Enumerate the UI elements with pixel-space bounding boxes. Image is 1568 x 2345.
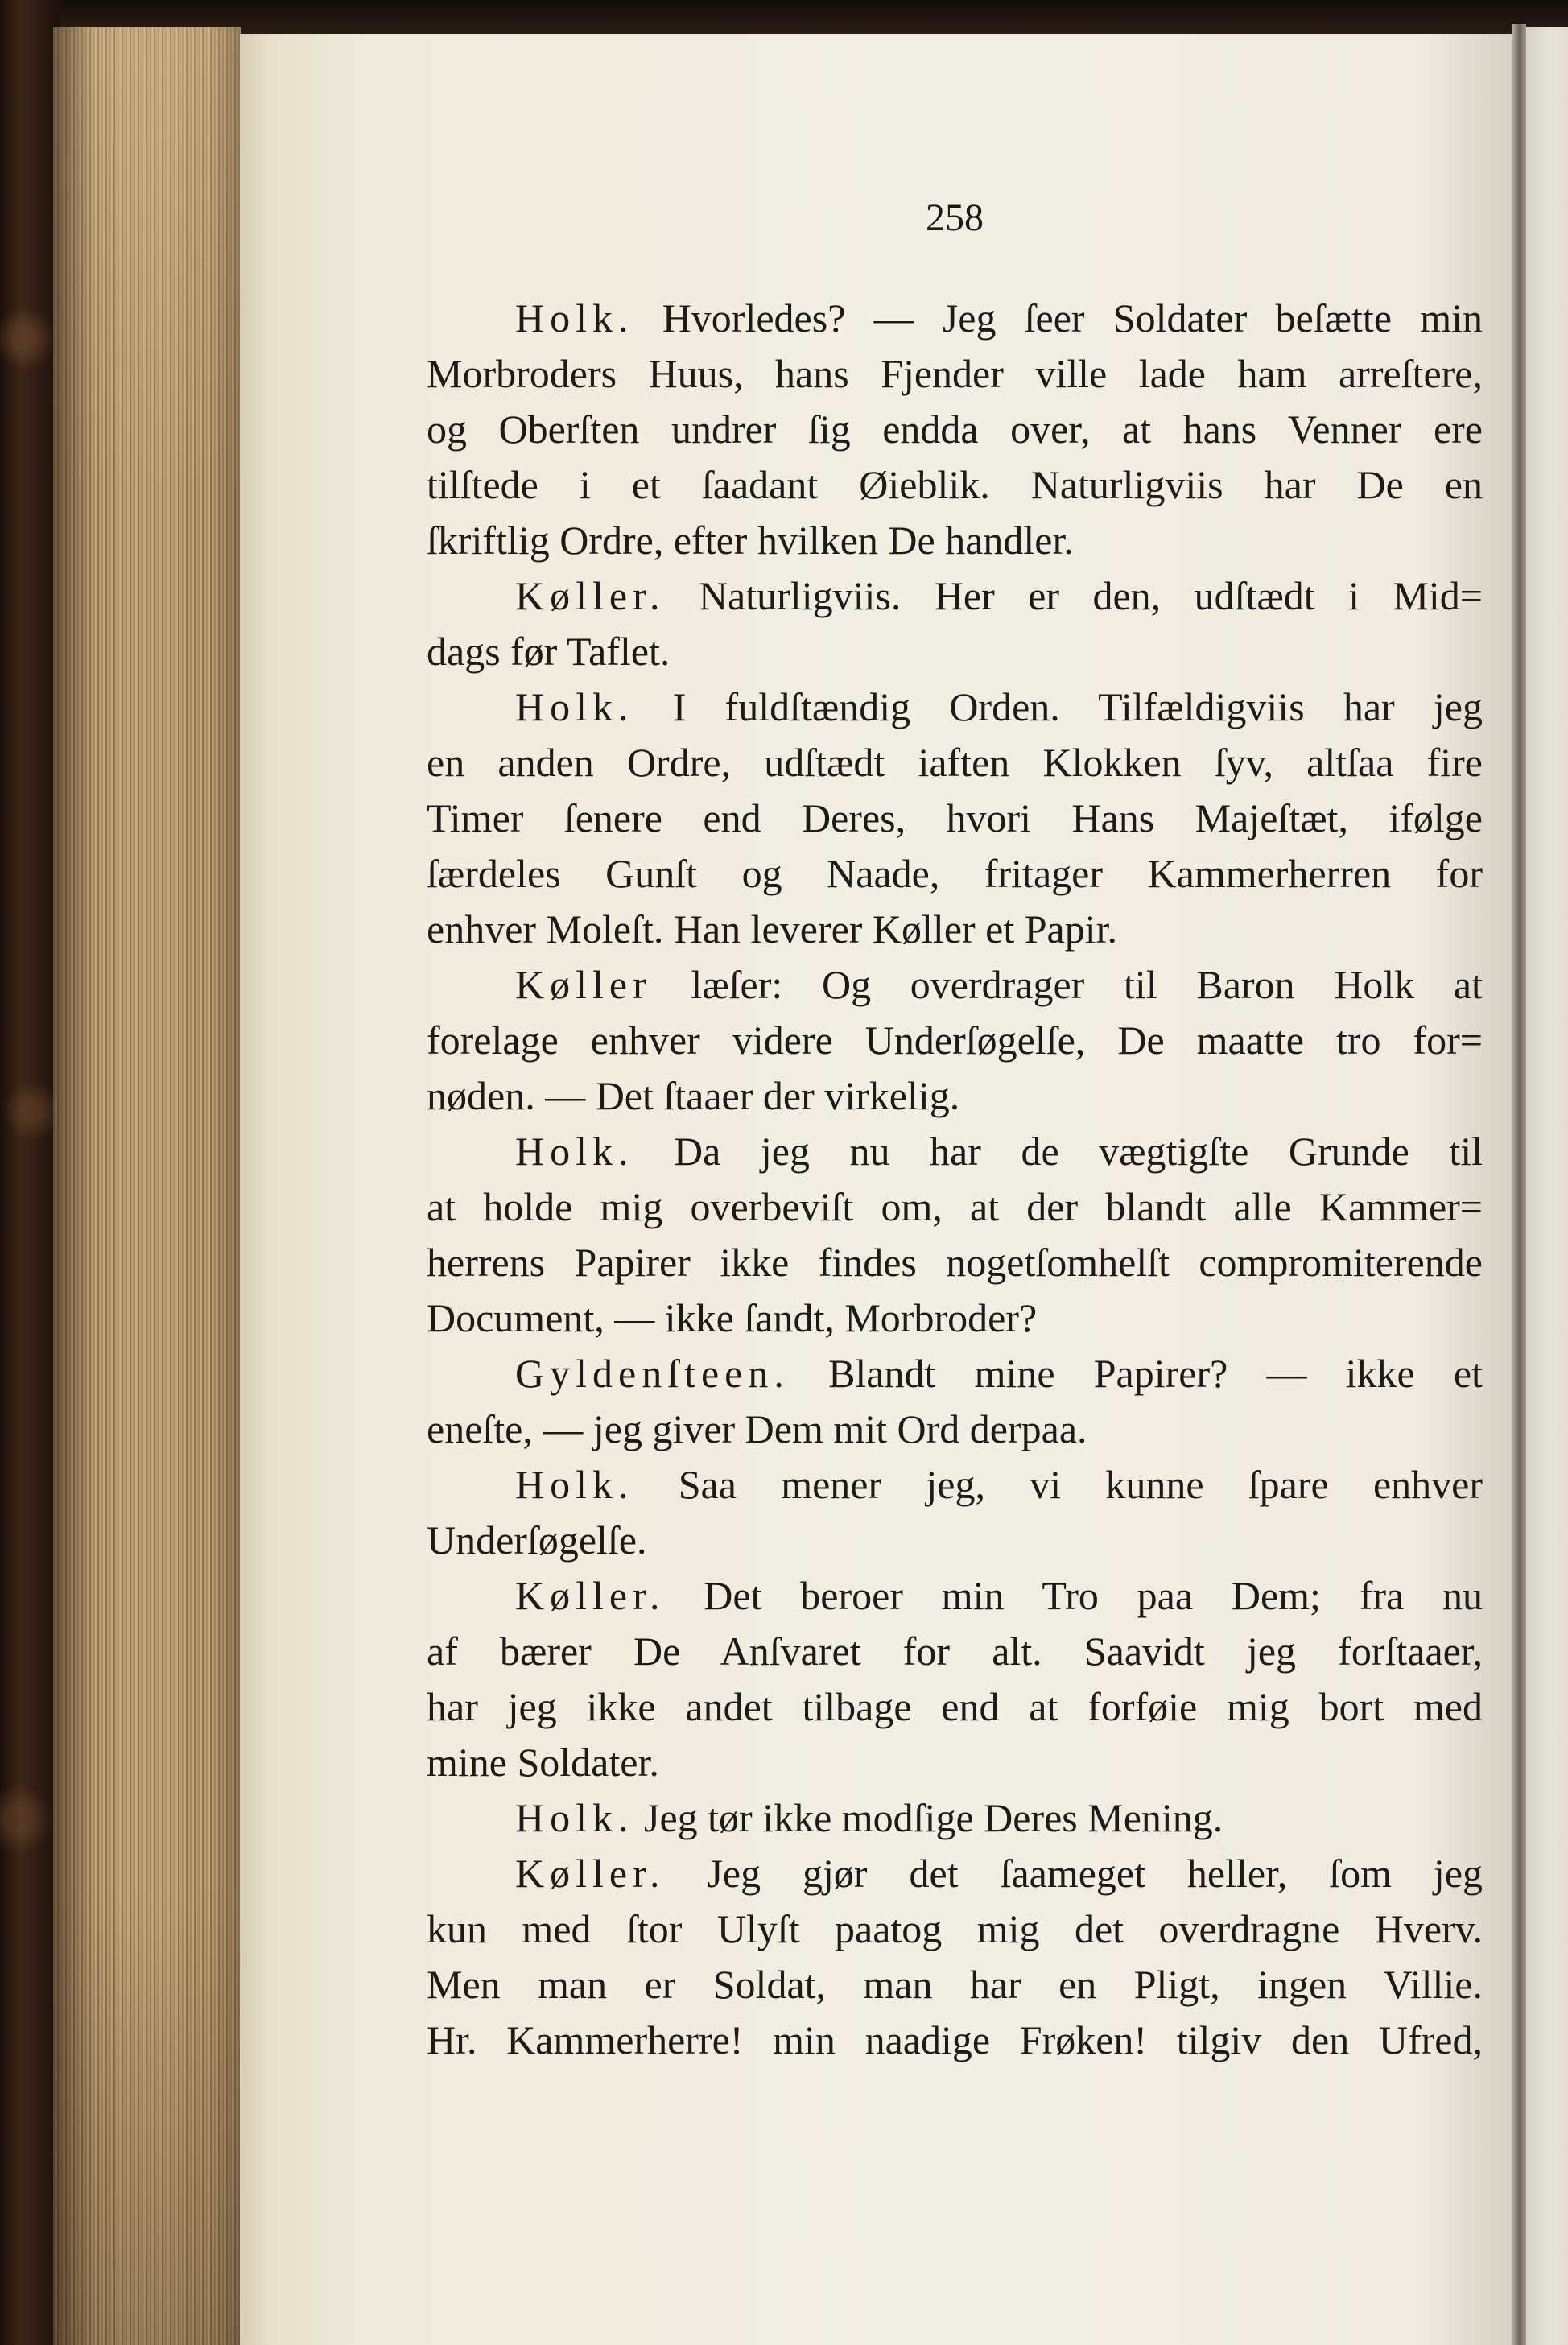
line-text: at holde mig overbeviſt om, at der blandt alle Kammer=: [427, 1184, 1483, 1229]
text-line: [427, 346, 1483, 402]
line-text: I fuldſtændig Orden. Tilfældigviis har jeg: [672, 684, 1483, 729]
text-line: [427, 1402, 1483, 1457]
text-line: [427, 1235, 1483, 1290]
line-text: enhver Moleſt. Han leverer Køller et Papir.: [427, 906, 1118, 952]
line-text: Det beroer min Tro paa Dem; fra nu: [704, 1573, 1483, 1618]
text-line: [427, 1290, 1483, 1346]
speaker-name: Køller.: [515, 573, 666, 618]
line-text: eneſte, — jeg giver Dem mit Ord derpaa.: [427, 1406, 1087, 1451]
text-line: [427, 902, 1483, 957]
line-text: Da jeg nu har de vægtigſte Grunde til: [674, 1129, 1483, 1174]
line-text: tilſtede i et ſaadant Øieblik. Naturligviis har De en: [427, 462, 1483, 507]
line-text: Underſøgelſe.: [427, 1517, 647, 1563]
text-line: [427, 735, 1483, 791]
line-text: Saa mener jeg, vi kunne ſpare enhver: [678, 1462, 1483, 1507]
text-line: [427, 1068, 1483, 1124]
line-text: og Oberſten undrer ſig endda over, at hans Venner ere: [427, 407, 1483, 452]
text-line: [427, 1735, 1483, 1790]
text-line: [427, 1179, 1483, 1235]
line-text: kun med ſtor Ulyſt paatog mig det overdragne Hverv.: [427, 1906, 1483, 1951]
text-line: [427, 1457, 1483, 1513]
text-line: [427, 846, 1483, 902]
line-text: Timer ſenere end Deres, hvori Hans Majeſtæt, ifølge: [427, 795, 1483, 840]
page-gutter-shadow: [1512, 24, 1526, 2345]
speaker-name: Holk.: [515, 684, 634, 729]
body-text: [427, 291, 1483, 2068]
line-text: Hr. Kammerherre! min naadige Frøken! tilgiv den Ufred,: [427, 2017, 1483, 2062]
line-text: Morbroders Huus, hans Fjender ville lade ham arreſtere,: [427, 351, 1483, 396]
text-line: [427, 957, 1483, 1013]
line-text: Blandt mine Papirer? — ikke et: [828, 1351, 1483, 1396]
speaker-name: Holk.: [515, 1795, 634, 1840]
speaker-name: Holk.: [515, 1462, 634, 1507]
line-text: Jeg gjør det ſaameget heller, ſom jeg: [707, 1851, 1483, 1896]
adjacent-page-edge: [1526, 27, 1568, 2345]
text-line: [427, 679, 1483, 735]
text-line: [427, 291, 1483, 346]
line-text: Men man er Soldat, man har en Pligt, ingen Villie.: [427, 1962, 1483, 2007]
line-text: Naturligviis. Her er den, udſtædt i Mid=: [698, 573, 1483, 618]
text-line: [427, 568, 1483, 624]
text-line: [427, 1624, 1483, 1679]
speaker-name: Køller.: [515, 1851, 666, 1896]
text-line: [427, 457, 1483, 513]
text-line: [427, 402, 1483, 457]
line-text: mine Soldater.: [427, 1740, 659, 1785]
text-line: [427, 1901, 1483, 1957]
text-line: [427, 1846, 1483, 1901]
book-binding: [0, 0, 60, 2345]
speaker-name: Holk.: [515, 295, 634, 341]
line-text: Jeg tør ikke modſige Deres Mening.: [644, 1795, 1223, 1840]
speaker-name: Køller: [515, 962, 652, 1007]
page-number: 258: [926, 196, 984, 239]
text-line: [427, 1679, 1483, 1735]
line-text: Hvorledes? — Jeg ſeer Soldater beſætte min: [662, 295, 1483, 341]
text-line: [427, 1957, 1483, 2013]
line-text: dags før Taflet.: [427, 629, 671, 674]
page-edges-stack: [53, 27, 241, 2345]
speaker-name: Holk.: [515, 1129, 634, 1174]
line-text: læſer: Og overdrager til Baron Holk at: [691, 962, 1483, 1007]
text-line: [427, 1513, 1483, 1568]
line-text: ſærdeles Gunſt og Naade, fritager Kammerherren for: [427, 851, 1483, 896]
line-text: herrens Papirer ikke findes nogetſomhelſt compromiterende: [427, 1240, 1483, 1285]
text-line: [427, 791, 1483, 846]
line-text: nøden. — Det ſtaaer der virkelig.: [427, 1073, 960, 1118]
speaker-name: Gyldenſteen.: [515, 1351, 790, 1396]
text-line: [427, 1568, 1483, 1624]
line-text: forelage enhver videre Underſøgelſe, De maatte tro for=: [427, 1018, 1483, 1063]
line-text: af bærer De Anſvaret for alt. Saavidt jeg forſtaaer,: [427, 1629, 1483, 1674]
text-line: [427, 1346, 1483, 1402]
line-text: har jeg ikke andet tilbage end at forføie mig bort med: [427, 1684, 1483, 1729]
text-line: [427, 1124, 1483, 1179]
speaker-name: Køller.: [515, 1573, 666, 1618]
text-line: [427, 1013, 1483, 1068]
text-line: [427, 513, 1483, 568]
line-text: en anden Ordre, udſtædt iaften Klokken ſyv, altſaa fire: [427, 740, 1483, 785]
text-line: [427, 624, 1483, 679]
text-line: [427, 2013, 1483, 2068]
line-text: Document, — ikke ſandt, Morbroder?: [427, 1295, 1038, 1340]
line-text: ſkriftlig Ordre, efter hvilken De handler.: [427, 518, 1074, 563]
text-line: [427, 1790, 1483, 1846]
